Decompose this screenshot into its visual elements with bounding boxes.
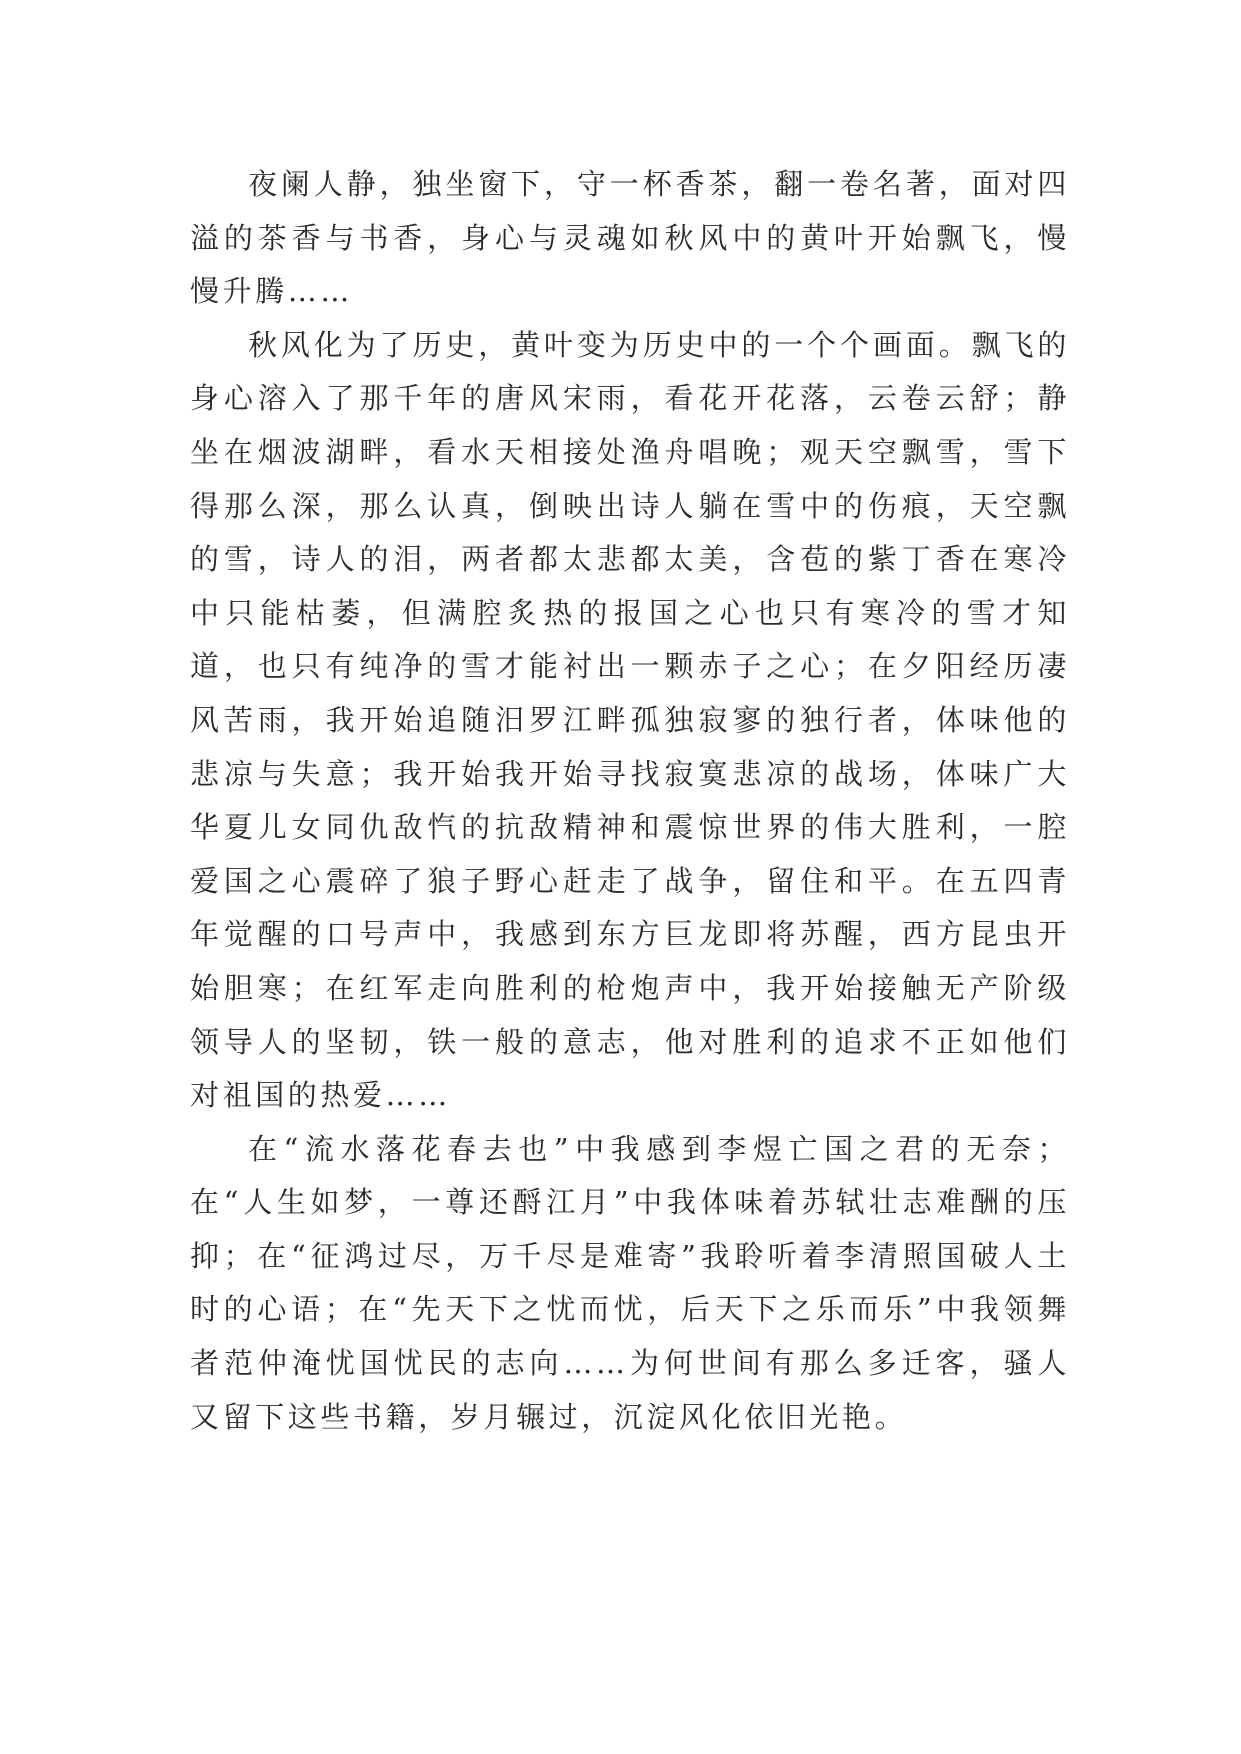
body-text — [190, 158, 1070, 1444]
paragraph-3: 在“流水落花春去也”中我感到李煜亡国之君的无奈；在“人生如梦，一尊还酹江月”中我体味着苏轼壮志难酬的压抑；在“征鸿过尽，万千尽是难寄”我聆听着李清照国破人土时的心语；在“先天下之忧而忧，后天下之乐而乐”中我领舞者范仲淹忧国忧民的志向……为何世间有那么多迁客，骚人又留下这些书籍，岁月辗过，沉淀风化依旧光艳。 — [190, 1131, 1070, 1434]
paragraph-1: 夜阑人静，独坐窗下，守一杯香茶，翻一卷名著，面对四溢的茶香与书香，身心与灵魂如秋风中的黄叶开始飘飞，慢慢升腾…… — [190, 167, 1070, 309]
paragraph-2: 秋风化为了历史，黄叶变为历史中的一个个画面。飘飞的身心溶入了那千年的唐风宋雨，看花开花落，云卷云舒；静坐在烟波湖畔，看水天相接处渔舟唱晚；观天空飘雪，雪下得那么深，那么认真，倒映出诗人躺在雪中的伤痕，天空飘的雪，诗人的泪，两者都太悲都太美，含苞的紫丁香在寒冷中只能枯萎，但满腔炙热的报国之心也只有寒冷的雪才知道，也只有纯净的雪才能衬出一颗赤子之心；在夕阳经历凄风苦雨，我开始追随汨罗江畔孤独寂寥的独行者，体味他的悲凉与失意；我开始我开始寻找寂寞悲凉的战场，体味广大华夏儿女同仇敌忾的抗敌精神和震惊世界的伟大胜利，一腔爱国之心震碎了狼子野心赶走了战争，留住和平。在五四青年觉醒的口号声中，我感到东方巨龙即将苏醒，西方昆虫开始胆寒；在红军走向胜利的枪炮声中，我开始接触无产阶级领导人的坚韧，铁一般的意志，他对胜利的追求不正如他们对祖国的热爱…… — [190, 327, 1070, 1113]
